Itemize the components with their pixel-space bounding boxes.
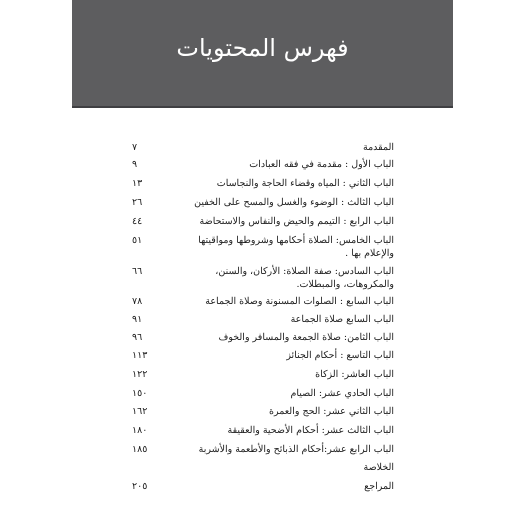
toc-entry-title: الباب السابع صلاة الجماعة <box>290 314 394 325</box>
toc-entry <box>132 331 394 344</box>
toc-entry-page-number: ٧ <box>132 142 138 153</box>
toc-entry-title: الباب الثالث : الوضوء والغسل والمسح على الخفين <box>194 197 394 208</box>
toc-entry-page-number: ١٢٢ <box>132 369 148 380</box>
toc-entry <box>132 234 394 260</box>
toc-entry-title: الباب الأول : مقدمة في فقه العبادات <box>249 159 394 170</box>
page-title: فهرس المحتويات <box>176 34 349 62</box>
toc-entry-page-number: ١٥٠ <box>132 388 148 399</box>
toc-entry-page-number: ٥١ <box>132 235 143 246</box>
toc-entry <box>132 368 394 381</box>
toc-entry <box>132 443 394 456</box>
toc-entry-page-number: ٩ <box>132 159 138 170</box>
toc-entry-title: الباب الثاني عشر: الحج والعمرة <box>269 406 394 417</box>
toc-entry-title: الباب الرابع عشر:أحكام الذبائح والأطعمة والأشربة <box>198 444 394 455</box>
toc-entry <box>132 177 394 190</box>
toc-entry <box>132 387 394 400</box>
toc-entry-title: الباب السادس: صفة الصلاة: الأركان، والسنن، والمكروهات، والمبطلات. <box>215 266 394 290</box>
toc-entry <box>132 313 394 326</box>
toc-entry <box>132 480 394 493</box>
toc-entry-page-number: ٦٦ <box>132 266 143 277</box>
toc-entry-title: المراجع <box>364 481 394 492</box>
toc-entry-page-number: ١٦٢ <box>132 406 148 417</box>
toc-entry <box>132 461 394 474</box>
toc-entry <box>132 196 394 209</box>
toc-entry-page-number: ١٨٠ <box>132 425 148 436</box>
toc-entry-title: الخلاصة <box>363 462 394 473</box>
toc-entry-title: الباب الحادي عشر: الصيام <box>290 388 394 399</box>
toc-entry <box>132 295 394 308</box>
toc-entry-page-number: ٢٠٥ <box>132 481 148 492</box>
toc-entry-title: الباب السابع : الصلوات المسنونة وصلاة الجماعة <box>205 296 394 307</box>
toc-entry <box>132 349 394 362</box>
toc-entry-page-number: ١٨٥ <box>132 444 148 455</box>
toc-entry-title: الباب الثالث عشر: أحكام الأضحية والعقيقة <box>227 425 394 436</box>
toc-entry <box>132 215 394 228</box>
toc-entry-title: الباب التاسع : أحكام الجنائز <box>286 350 394 361</box>
toc-entry <box>132 265 394 291</box>
toc-entry-page-number: ١١٣ <box>132 350 148 361</box>
table-of-contents <box>132 141 394 493</box>
toc-entry-title: الباب العاشر: الزكاة <box>315 369 394 380</box>
toc-entry-title: الباب الرابع : التيمم والحيض والنفاس والاستحاضة <box>199 216 394 227</box>
title-banner <box>72 0 453 107</box>
toc-entry-page-number: ١٣ <box>132 178 143 189</box>
toc-entry-title: المقدمة <box>362 142 394 153</box>
toc-entry-page-number: ٤٤ <box>132 216 143 227</box>
toc-entry-title: الباب الثامن: صلاة الجمعة والمسافر والخوف <box>218 332 394 343</box>
toc-entry-page-number: ٢٦ <box>132 197 143 208</box>
toc-entry-title: الباب الثاني : المياه وقضاء الحاجة والنجاسات <box>216 178 394 189</box>
toc-entry <box>132 424 394 437</box>
toc-entry <box>132 405 394 418</box>
title-underline <box>72 106 453 108</box>
toc-entry-page-number: ٩٦ <box>132 332 143 343</box>
toc-entry <box>132 158 394 171</box>
toc-entry-page-number: ٩١ <box>132 314 143 325</box>
toc-entry-page-number: ٧٨ <box>132 296 143 307</box>
toc-entry <box>132 141 394 154</box>
toc-entry-title: الباب الخامس: الصلاة أحكامها وشروطها ومواقيتها والإعلام بها . <box>198 235 394 259</box>
